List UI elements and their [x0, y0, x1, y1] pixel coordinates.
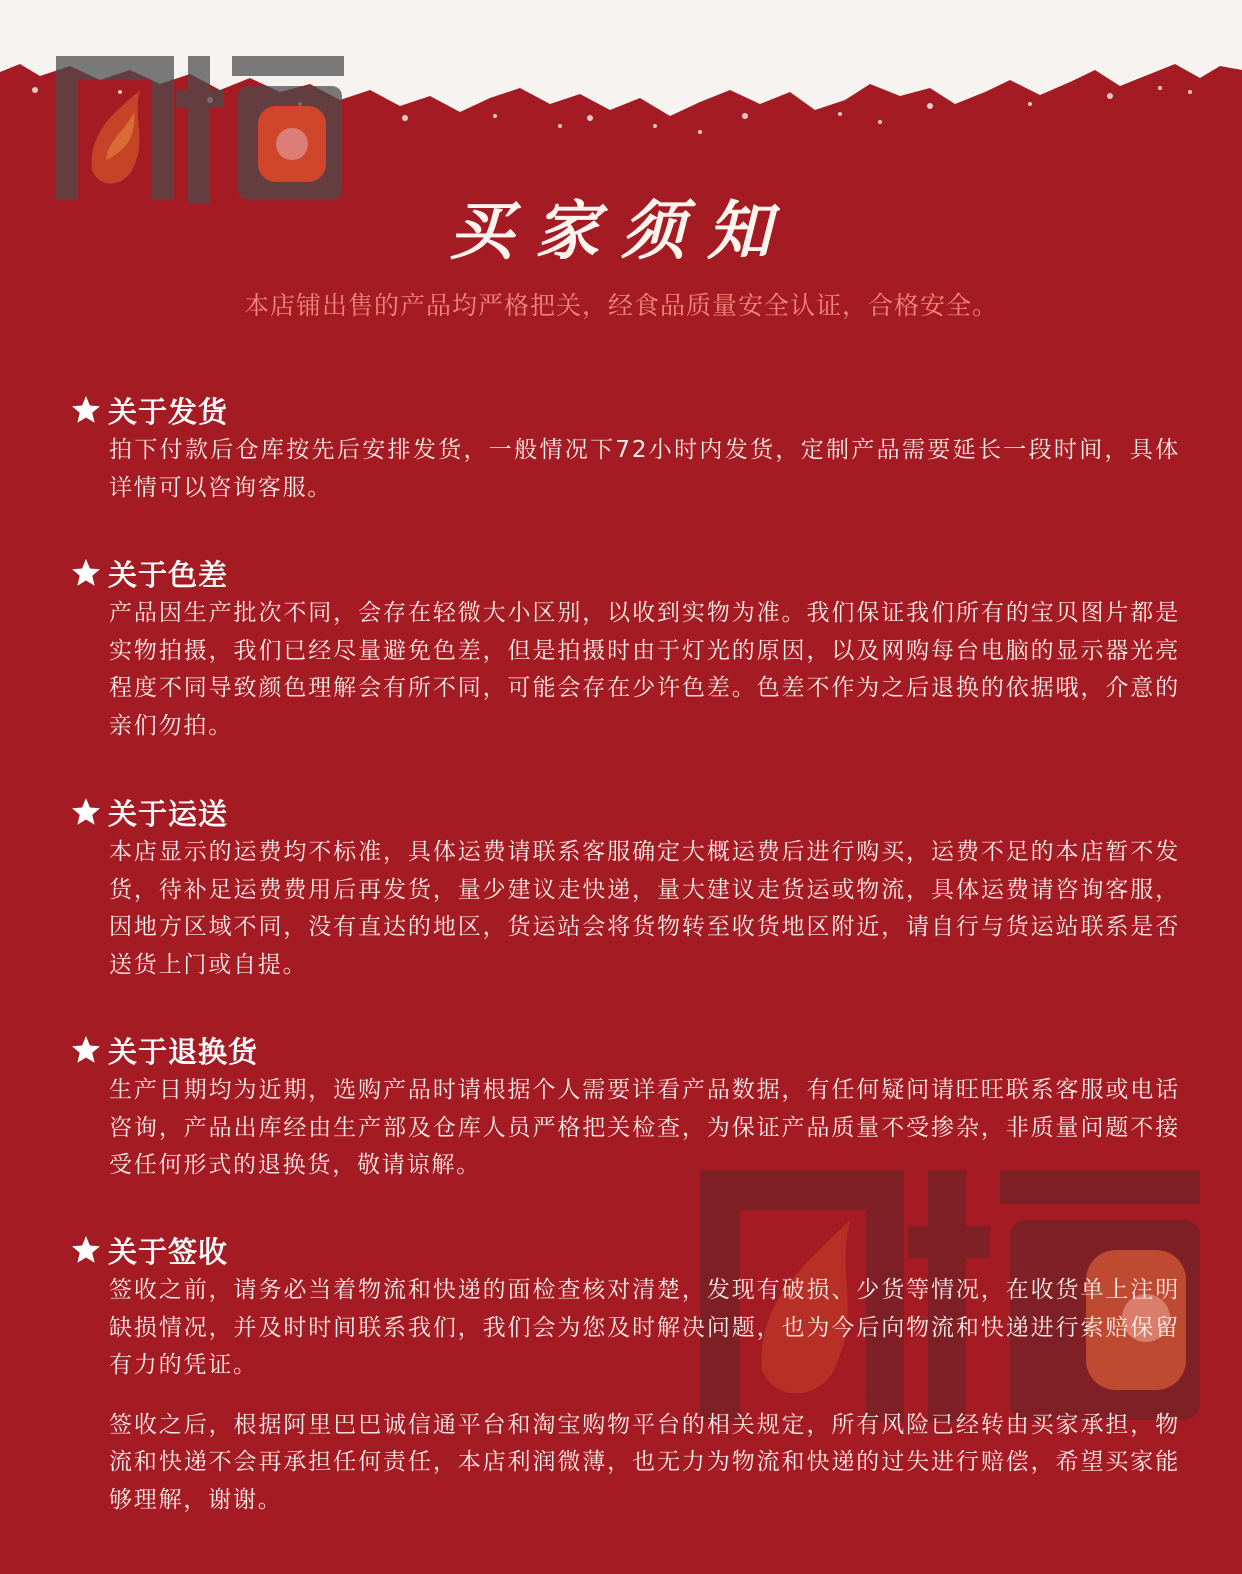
section-text: 签收之后，根据阿里巴巴诚信通平台和淘宝购物平台的相关规定，所有风险已经转由买家承担，物流和快递不会再承担任何责任，本店利润微薄，也无力为物流和快递的过失进行赔偿，希望买家能够理解，谢谢。 — [109, 1411, 1180, 1513]
star-icon — [70, 394, 102, 426]
section-text: 签收之前，请务必当着物流和快递的面检查核对清楚，发现有破损、少货等情况，在收货单上注明缺损情况，并及时时间联系我们，我们会为您及时解决问题，也为今后向物流和快递进行索赔保留有力的凭证。 — [109, 1277, 1180, 1378]
star-icon — [70, 1034, 102, 1066]
section-delivery — [70, 792, 1180, 984]
section-title: 关于发货 — [108, 394, 229, 429]
section-title: 关于色差 — [108, 557, 229, 592]
section-color-difference — [70, 553, 1180, 745]
star-icon — [70, 557, 102, 589]
page-title: 买家须知 — [449, 194, 793, 269]
star-icon — [70, 796, 102, 828]
section-returns — [70, 1030, 1180, 1185]
section-title: 关于退换货 — [108, 1034, 259, 1069]
section-text: 拍下付款后仓库按先后安排发货，一般情况下72小时内发货，定制产品需要延长一段时间，具体详情可以咨询客服。 — [109, 437, 1180, 501]
section-receipt — [70, 1230, 1180, 1519]
page-subtitle: 本店铺出售的产品均严格把关，经食品质量安全认证，合格安全。 — [243, 291, 998, 320]
section-text: 产品因生产批次不同，会存在轻微大小区别，以收到实物为准。我们保证我们所有的宝贝图片都是实物拍摄，我们已经尽量避免色差，但是拍摄时由于灯光的原因，以及网购每台电脑的显示器光亮程度不同导致颜色理解会有所不同，可能会存在少许色差。色差不作为之后退换的依据哦，介意的亲们勿拍。 — [109, 600, 1180, 739]
section-text: 生产日期均为近期，选购产品时请根据个人需要详看产品数据，有任何疑问请旺旺联系客服或电话咨询，产品出库经由生产部及仓库人员严格把关检查，为保证产品质量不受掺杂，非质量问题不接受任何形式的退换货，敬请谅解。 — [109, 1077, 1180, 1178]
star-icon — [70, 1234, 102, 1266]
section-title: 关于签收 — [108, 1234, 229, 1269]
section-title: 关于运送 — [108, 796, 229, 831]
section-text: 本店显示的运费均不标准，具体运费请联系客服确定大概运费后进行购买，运费不足的本店暂不发货，待补足运费费用后再发货，量少建议走快递，量大建议走货运或物流，具体运费请咨询客服，因地方区域不同，没有直达的地区，货运站会将货物转至收货地区附近，请自行与货运站联系是否送货上门或自提。 — [109, 839, 1180, 978]
section-shipping — [70, 390, 1180, 507]
